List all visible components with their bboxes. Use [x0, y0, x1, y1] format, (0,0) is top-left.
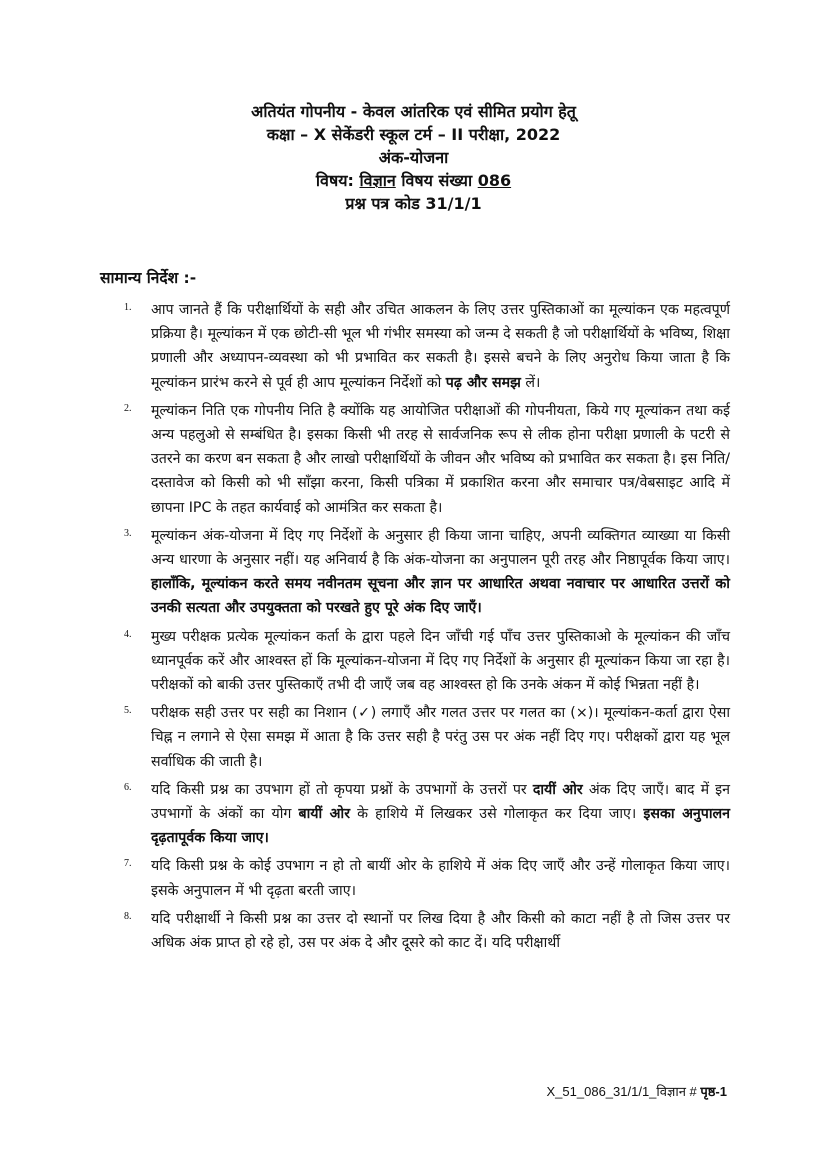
exam-title: कक्षा – X सेकेंडरी स्कूल टर्म – II परीक्षा, 2022 — [266, 125, 561, 144]
marking-scheme-title: अंक-योजना — [378, 148, 449, 167]
item-text-part: के हाशिये में लिखकर उसे गोलाकृत कर दिया जाए। — [350, 806, 644, 823]
item-text — [151, 298, 730, 395]
subject-code: 086 — [477, 171, 512, 190]
item-text-part: मूल्यांकन अंक-योजना में दिए गए निर्देशों के अनुसार ही किया जाना चाहिए, अपनी व्यक्तिगत व्याख्या या किसी अन्य धारणा के अनुसार नहीं। यह अनिवार्य है कि अंक-योजना का अनुपालन पूरी तरह और निष्ठापूर्वक किया जाए। — [151, 527, 730, 569]
subject-line — [0, 169, 827, 192]
list-item — [124, 778, 730, 851]
confidential-line: अतियंत गोपनीय - केवल आंतरिक एवं सीमित प्रयोग हेतू — [251, 102, 576, 121]
item-text-part: लें। — [520, 374, 541, 391]
page-footer — [547, 1082, 727, 1100]
item-text: मूल्यांकन निति एक गोपनीय निति है क्योंकि यह आयोजित परीक्षाओं की गोपनीयता, किये गए मूल्यांकन तथा कई अन्य पहलुओ से सम्बंधित है। इसका किसी भी तरह से सार्वजनिक रूप से लीक होना परीक्षा प्रणाली के पटरी से उतरने का करण बन सकता है और लाखो परीक्षार्थियों के जीवन और भविष्य को प्रभावित कर सकता है। इस निति/दस्तावेज को किसी को भी साँझा करना, किसी पत्रिका में प्रकाशित करना और समाचार पत्र/वेबसाइट आदि में छापना IPC के तहत कार्यवाई को आमंत्रित कर सकता है। — [151, 402, 730, 516]
instruction-list — [124, 298, 730, 959]
item-text — [151, 524, 730, 621]
item-number: 5. — [124, 705, 132, 717]
item-text-part: अंक दिए जाएँ। बाद में इन उपभागों के अंकों का योग — [151, 781, 730, 823]
item-text-part: यदि किसी प्रश्न का उपभाग हों तो कृपया प्रश्नों के उपभागों के उत्तरों पर — [151, 781, 533, 798]
list-item — [124, 399, 730, 520]
document-header — [0, 100, 827, 215]
item-bold-text: हालाँकि, मूल्यांकन करते समय नवीनतम सूचना और ज्ञान पर आधारित अथवा नवाचार पर आधारित उत्तरों को उनकी सत्यता और उपयुक्तता को परखते हुए पूरे अंक दिए जाएँ। — [151, 576, 730, 617]
list-item — [124, 854, 730, 902]
item-text: मुख्य परीक्षक प्रत्येक मूल्यांकन कर्ता के द्वारा पहले दिन जाँची गई पाँच उत्तर पुस्तिकाओ के मूल्यांकन की जाँच ध्यानपूर्वक करें और आश्वस्त हों कि मूल्यांकन-योजना में दिए गए निर्देशों के अनुसार ही मूल्यांकन किया जा रहा है। परीक्षकों को बाकी उत्तर पुस्तिकाएँ तभी दी जाएँ जब वह आश्वस्त हो कि उनके अंकन में कोई भिन्नता नहीं है। — [151, 628, 730, 694]
item-text: यदि परीक्षार्थी ने किसी प्रश्न का उत्तर दो स्थानों पर लिख दिया है और किसी को काटा नहीं है तो जिस उत्तर पर अधिक अंक प्राप्त हो रहे हो, उस पर अंक दे और दूसरे को काट दें। यदि परीक्षार्थी — [151, 910, 730, 952]
list-item — [124, 524, 730, 621]
item-text: यदि किसी प्रश्न के कोई उपभाग न हो तो बायीं ओर के हाशिये में अंक दिए जाएँ और उन्हें गोलाकृत किया जाए। इसके अनुपालन में भी दृढ़ता बरती जाए। — [151, 858, 730, 899]
item-bold-text: दायीं ओर — [532, 781, 583, 798]
item-number: 7. — [124, 858, 132, 870]
item-number: 1. — [124, 302, 132, 313]
paper-code: प्रश्न पत्र कोड 31/1/1 — [345, 194, 482, 213]
subject-prefix: विषय: — [315, 171, 354, 190]
list-item — [124, 907, 730, 955]
item-bold-text: बायीं ओर — [298, 806, 351, 823]
item-number: 2. — [124, 402, 132, 414]
footer-code: X_51_086_31/1/1_विज्ञान # — [546, 1084, 697, 1099]
subject-code-label: विषय संख्या — [401, 171, 473, 190]
page-number: पृष्ठ-1 — [700, 1084, 727, 1099]
item-bold-text: पढ़ और समझ — [445, 374, 521, 391]
item-bold-text: इसका अनुपालन दृढ़तापूर्वक किया जाए। — [151, 806, 731, 847]
item-number: 8. — [124, 910, 132, 922]
item-text: परीक्षक सही उत्तर पर सही का निशान (✓) लगाएँ और गलत उत्तर पर गलत का (×)। मूल्यांकन-कर्ता द्वारा ऐसा चिह्न न लगाने से ऐसा समझ में आता है कि उत्तर सही है परंतु उस पर अंक नहीं दिए गए। परीक्षकों द्वारा यह भूल सर्वाधिक की जाती है। — [151, 705, 730, 770]
item-number: 6. — [124, 781, 132, 793]
item-text-part: आप जानते हैं कि परीक्षार्थियों के सही और उचित आकलन के लिए उत्तर पुस्तिकाओं का मूल्यांकन एक महत्वपूर्ण प्रक्रिया है। मूल्यांकन में एक छोटी-सी भूल भी गंभीर समस्या को जन्म दे सकती है जो परीक्षार्थियों के भविष्य, शिक्षा प्रणाली और अध्यापन-व्यवस्था को भी प्रभावित कर सकती है। इससे बचने के लिए अनुरोध किया जाता है कि मूल्यांकन प्रारंभ करने से पूर्व ही आप मूल्यांकन निर्देशों को — [151, 302, 730, 391]
list-item — [124, 298, 730, 395]
subject-name: विज्ञान — [359, 171, 396, 190]
list-item — [124, 625, 730, 698]
section-title: सामान्य निर्देश :- — [100, 269, 197, 287]
list-item — [124, 701, 730, 774]
item-text — [151, 778, 730, 851]
item-number: 4. — [124, 628, 132, 640]
item-number: 3. — [124, 527, 132, 539]
